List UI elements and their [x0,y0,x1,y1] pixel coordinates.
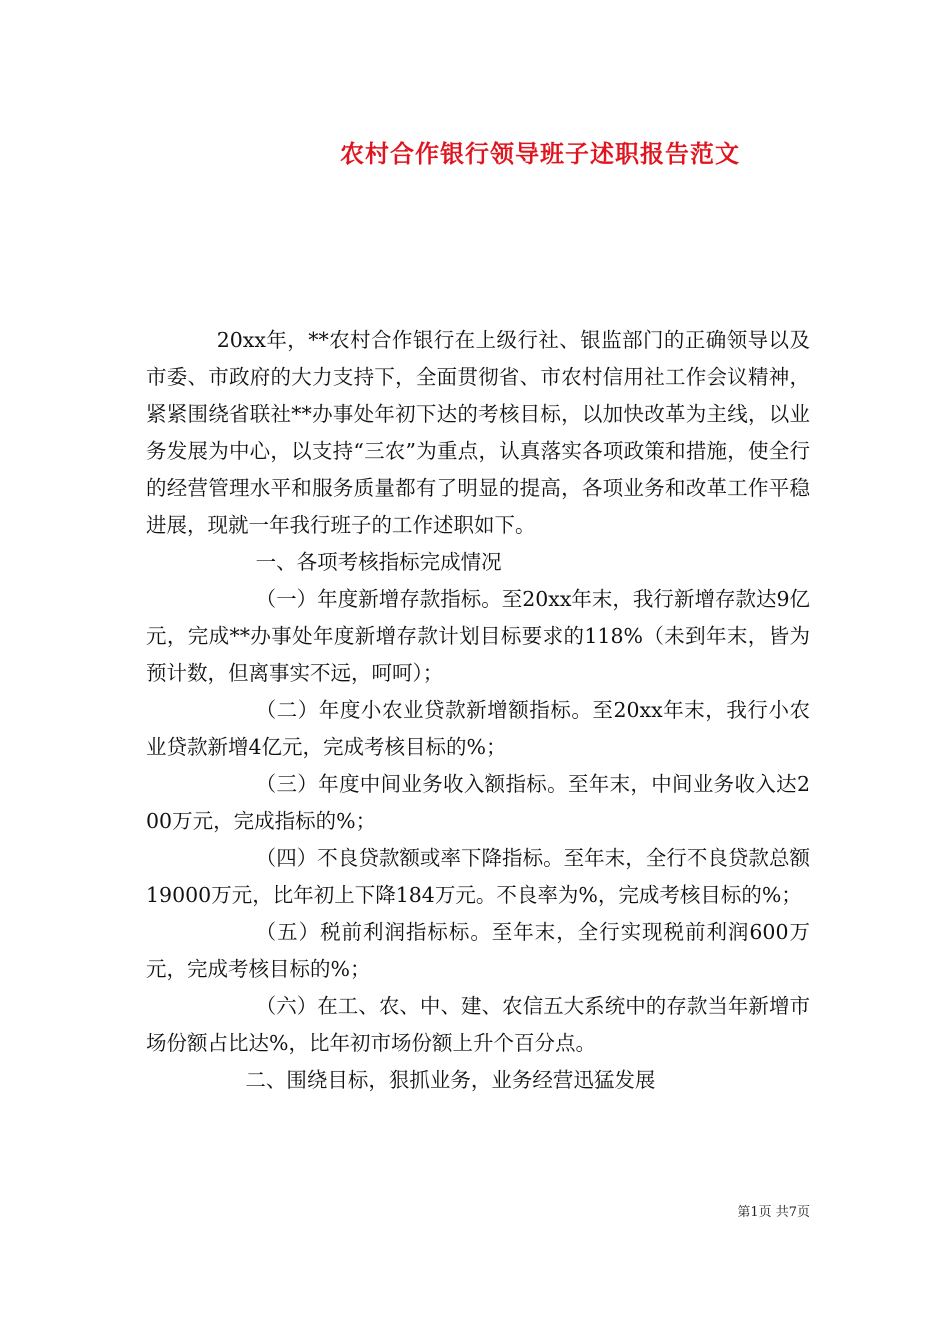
document-body [146,322,810,1099]
page-number: 第1页 共7页 [737,1205,810,1220]
item-paragraph-6: （六）在工、农、中、建、农信五大系统中的存款当年新增市场份额占比达%，比年初市场份额上升个百分点。 [146,994,810,1055]
item-paragraph-2: （二）年度小农业贷款新增额指标。至20xx年末，我行小农业贷款新增4亿元，完成考核目标的%； [146,698,810,759]
item-paragraph-1: （一）年度新增存款指标。至20xx年末，我行新增存款达9亿元，完成**办事处年度新增存款计划目标要求的118%（未到年末，皆为预计数，但离事实不远，呵呵）； [146,587,810,685]
item-paragraph-3: （三）年度中间业务收入额指标。至年末，中间业务收入达200万元，完成指标的%； [146,772,810,833]
item-paragraph-4: （四）不良贷款额或率下降指标。至年末，全行不良贷款总额19000万元，比年初上下降184万元。不良率为%，完成考核目标的%； [146,846,810,907]
item-paragraph-5: （五）税前利润指标标。至年末，全行实现税前利润600万元，完成考核目标的%； [146,920,810,981]
document-title: 农村合作银行领导班子述职报告范文 [340,139,740,168]
section-heading-1: 一、各项考核指标完成情况 [255,550,502,574]
section-heading-2: 二、围绕目标，狠抓业务，业务经营迅猛发展 [245,1068,656,1092]
intro-paragraph: 20xx年，**农村合作银行在上级行社、银监部门的正确领导以及市委、市政府的大力支持下，全面贯彻省、市农村信用社工作会议精神，紧紧围绕省联社**办事处年初下达的考核目标，以加快改革为主线，以业务发展为中心，以支持“三农”为重点，认真落实各项政策和措施，使全行的经营管理水平和服务质量都有了明显的提高，各项业务和改革工作平稳进展，现就一年我行班子的工作述职如下。 [146,328,810,537]
